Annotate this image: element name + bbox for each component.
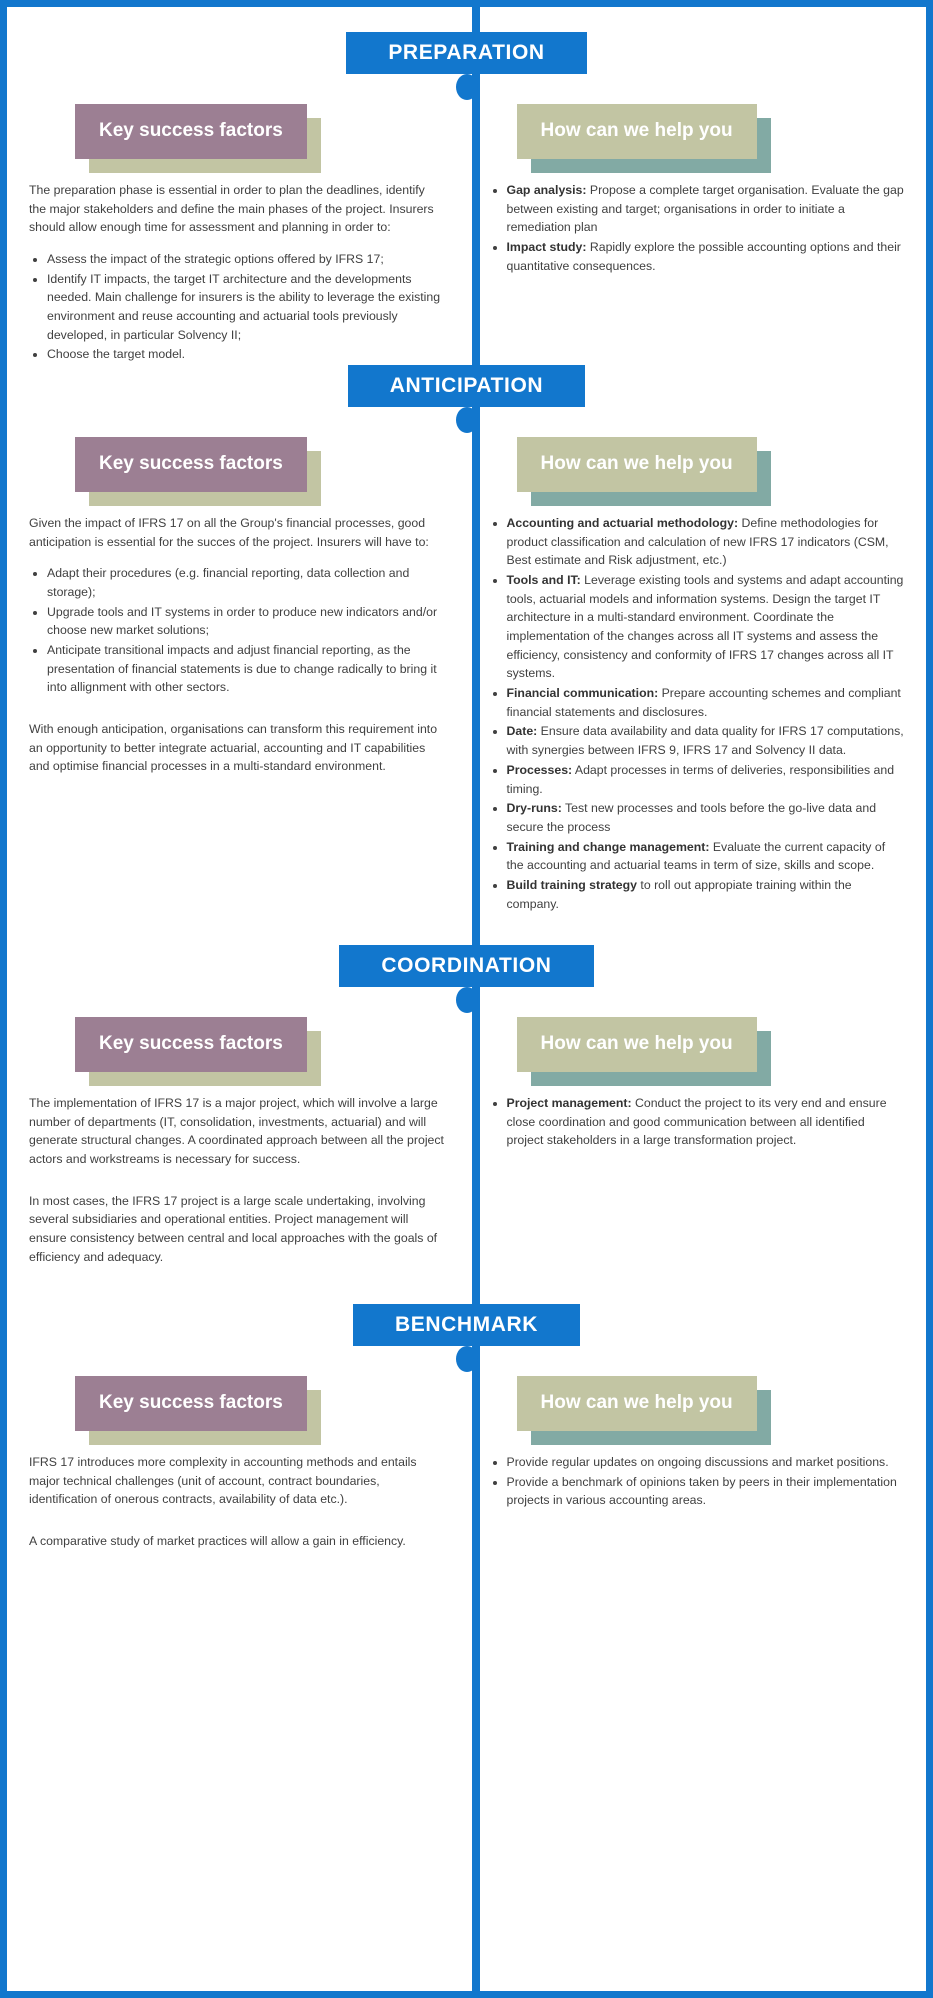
bullet-text: Upgrade tools and IT systems in order to produce new indicators and/or choose new market solutions;	[47, 604, 438, 638]
outro-paragraph: In most cases, the IFRS 17 project is a large scale undertaking, involving several subsidiaries and operational entities. Project management will ensure consistency between central and local approaches with the goals of efficiency and adequacy.	[29, 1193, 438, 1264]
bullet-lead: Gap analysis:	[506, 182, 587, 197]
intro-paragraph: The preparation phase is essential in order to plan the deadlines, identify the major stakeholders and define the main phases of the project. Insurers should allow enough time for assessment and planning in order to:	[29, 182, 434, 235]
how-can-we-help-you-heading-text: How can we help you	[517, 104, 757, 159]
bullet-text: Assess the impact of the strategic options offered by IFRS 17;	[47, 251, 384, 266]
intro-paragraph: IFRS 17 introduces more complexity in accounting methods and entails major technical challenges (unit of account, contract boundaries, identification of onerous contracts, availability of data etc.).	[29, 1454, 417, 1507]
how-can-we-help-you-heading-card	[517, 1017, 757, 1072]
section-coordination-key-success-factors	[29, 993, 445, 1279]
phase-banner-preparation[interactable]: PREPARATION	[346, 32, 586, 74]
key-success-factors-heading-card	[75, 1017, 307, 1072]
bullet-lead: Build training strategy	[506, 877, 637, 892]
phase-banner-coordination[interactable]: COORDINATION	[339, 945, 593, 987]
list-item	[507, 571, 905, 683]
section-body	[29, 512, 445, 776]
bullet-text: Conduct the project to its very end and ensure close coordination and good communication between all identified project stakeholders in a large transformation project.	[506, 1095, 887, 1148]
section-coordination-how-can-we-help-you	[489, 993, 905, 1163]
key-success-factors-heading-card	[75, 104, 307, 159]
paragraph-spacer	[29, 710, 445, 720]
list-item	[47, 564, 445, 601]
section-body	[29, 179, 445, 364]
list-item	[507, 838, 905, 875]
right-column-how-can-we-help-you	[467, 7, 927, 1991]
section-anticipation-how-can-we-help-you	[489, 413, 905, 926]
key-success-factors-heading-card	[75, 437, 307, 492]
bullet-list	[489, 181, 905, 275]
phase-banner-anticipation[interactable]: ANTICIPATION	[348, 365, 585, 407]
how-can-we-help-you-heading-card	[517, 1376, 757, 1431]
how-can-we-help-you-heading-text: How can we help you	[517, 1376, 757, 1431]
bullet-text: Propose a complete target organisation. Evaluate the gap between existing and target; organisations in order to initiate a remediation plan	[506, 182, 904, 235]
bullet-text: Prepare accounting schemes and compliant financial statements and disclosures.	[506, 686, 901, 719]
bullet-text: Choose the target model.	[47, 347, 186, 362]
bullet-list	[29, 250, 445, 364]
list-item	[507, 876, 905, 913]
intro-paragraph: Given the impact of IFRS 17 on all the Group's financial processes, good anticipation is essential for the succes of the project. Insurers will have to:	[29, 515, 429, 549]
bullet-lead: Dry-runs:	[506, 801, 562, 816]
list-item	[507, 761, 905, 798]
bullet-list	[29, 564, 445, 697]
bullet-text: to roll out appropiate training within the company.	[506, 877, 852, 911]
section-benchmark-key-success-factors	[29, 1352, 445, 1564]
list-item	[507, 1473, 905, 1510]
intro-paragraph: The implementation of IFRS 17 is a major project, which will involve a large number of departments (IT, consolidation, investments, actuarial) and will generate structural changes. A coordinated approach between all the project actors and workstreams is necessary for success.	[29, 1095, 444, 1166]
how-can-we-help-you-heading-text: How can we help you	[517, 1017, 757, 1072]
list-item	[507, 1453, 905, 1472]
list-item	[47, 270, 445, 345]
list-item	[507, 684, 905, 721]
key-success-factors-heading-text: Key success factors	[75, 104, 307, 159]
section-anticipation-key-success-factors	[29, 413, 445, 789]
how-can-we-help-you-heading-text: How can we help you	[517, 437, 757, 492]
list-item	[507, 238, 905, 275]
bullet-text: Define methodologies for product classification and calculation of new IFRS 17 indicators (CSM, Best estimate and Risk adjustment, etc.)	[506, 515, 889, 568]
bullet-text: Test new processes and tools before the go-live data and secure the process	[506, 801, 877, 834]
section-body	[489, 179, 905, 275]
paragraph-spacer	[29, 1182, 445, 1192]
bullet-list	[489, 1094, 905, 1150]
section-body	[489, 1451, 905, 1510]
list-item	[47, 641, 445, 697]
bullet-text: Identify IT impacts, the target IT architecture and the developments needed. Main challenge for insurers is the ability to leverage the existing environment and reuse accounting and actuarial tools previously developed, in particular Solvency II;	[47, 271, 441, 342]
list-item	[507, 514, 905, 570]
key-success-factors-heading-text: Key success factors	[75, 437, 307, 492]
outro-paragraph: A comparative study of market practices will allow a gain in efficiency.	[29, 1533, 406, 1548]
section-preparation-key-success-factors	[29, 80, 445, 377]
bullet-text: Adapt processes in terms of deliveries, responsibilities and timing.	[506, 762, 895, 796]
bullet-lead: Date:	[506, 724, 538, 739]
bullet-lead: Project management:	[506, 1095, 632, 1110]
bullet-text: Ensure data availability and data quality for IFRS 17 computations, with synergies between IFRS 9, IFRS 17 and Solvency II data.	[506, 724, 904, 758]
timeline-node-dot	[456, 407, 478, 433]
bullet-text: Leverage existing tools and systems and adapt accounting tools, actuarial models and information systems. Design the target IT architecture in a multi-standard environment. Coordinate the implementation of the changes across all IT systems and assess the efficiency, consistency and conformity of IFRS 17 changes across all IT systems.	[506, 572, 904, 681]
bullet-text: Provide a benchmark of opinions taken by peers in their implementation projects in various accounting areas.	[506, 1474, 897, 1508]
timeline-node-dot	[456, 987, 478, 1013]
list-item	[507, 722, 905, 759]
section-body	[489, 1092, 905, 1150]
section-body	[29, 1092, 445, 1267]
left-column-key-success-factors	[7, 7, 467, 1991]
list-item	[47, 345, 445, 364]
timeline-node-dot	[456, 1346, 478, 1372]
how-can-we-help-you-heading-card	[517, 104, 757, 159]
bullet-lead: Tools and IT:	[506, 572, 581, 587]
section-benchmark-how-can-we-help-you	[489, 1352, 905, 1523]
bullet-lead: Processes:	[506, 762, 573, 777]
section-preparation-how-can-we-help-you	[489, 80, 905, 288]
bullet-lead: Impact study:	[506, 239, 587, 254]
how-can-we-help-you-heading-card	[517, 437, 757, 492]
phase-banner-benchmark[interactable]: BENCHMARK	[353, 1304, 580, 1346]
paragraph-spacer	[29, 1522, 445, 1532]
list-item	[507, 799, 905, 836]
bullet-text: Adapt their procedures (e.g. financial reporting, data collection and storage);	[47, 566, 410, 599]
bullet-text: Evaluate the current capacity of the accounting and actuarial teams in term of size, skills and scope.	[506, 839, 886, 873]
bullet-list	[489, 514, 905, 913]
bullet-text: Anticipate transitional impacts and adjust financial reporting, as the presentation of financial statements is due to change radically to bring it into allignment with other sectors.	[47, 643, 437, 695]
timeline-node-dot	[456, 74, 478, 100]
list-item	[507, 181, 905, 237]
key-success-factors-heading-text: Key success factors	[75, 1017, 307, 1072]
section-body	[489, 512, 905, 913]
bullet-lead: Training and change management:	[506, 839, 710, 854]
bullet-text: Provide regular updates on ongoing discussions and market positions.	[506, 1454, 889, 1469]
bullet-list	[489, 1453, 905, 1510]
key-success-factors-heading-card	[75, 1376, 307, 1431]
outro-paragraph: With enough anticipation, organisations can transform this requirement into an opportunity to better integrate actuarial, accounting and IT capabilities and optimise financial processes in a multi-standard environment.	[29, 722, 438, 774]
bullet-lead: Financial communication:	[506, 686, 659, 701]
bullet-text: Rapidly explore the possible accounting options and their quantitative consequences.	[506, 239, 901, 273]
section-body	[29, 1451, 445, 1551]
bullet-lead: Accounting and actuarial methodology:	[506, 515, 739, 530]
key-success-factors-heading-text: Key success factors	[75, 1376, 307, 1431]
list-item	[507, 1094, 905, 1150]
list-item	[47, 603, 445, 640]
list-item	[47, 250, 445, 269]
